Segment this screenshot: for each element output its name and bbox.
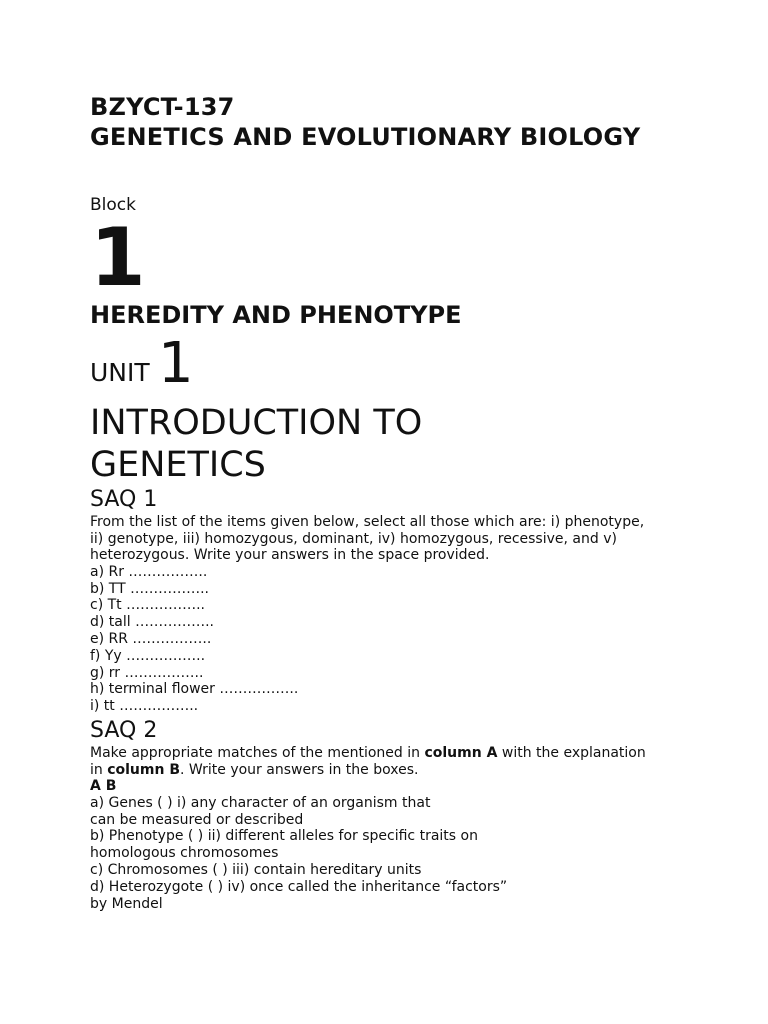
saq1-item-list: [90, 564, 710, 715]
intro-text: . Write your answers in the boxes.: [180, 761, 419, 778]
saq2-match-list: [90, 795, 710, 913]
match-line: c) Chromosomes ( ) iii) contain hereditary units: [90, 861, 422, 878]
unit-number: 1: [158, 331, 194, 396]
column-a-emphasis: column A: [424, 744, 498, 761]
list-item: h) terminal flower ……………..: [90, 681, 299, 698]
match-line: d) Heterozygote ( ) iv) once called the inheritance “factors”: [90, 878, 508, 895]
course-code: BZYCT-137: [90, 93, 235, 121]
column-header: [90, 778, 710, 795]
unit-label: UNIT: [90, 358, 150, 387]
saq2-title: SAQ 2: [90, 717, 158, 743]
saq1-instruction-line: heterozygous. Write your answers in the space provided.: [90, 547, 490, 564]
list-item: c) Tt ……………..: [90, 597, 206, 614]
course-title: GENETICS AND EVOLUTIONARY BIOLOGY: [90, 123, 641, 151]
block-label: Block: [90, 195, 136, 215]
unit-title: INTRODUCTION TO GENETICS: [90, 403, 423, 485]
saq2-intro-line: [90, 745, 710, 762]
match-line: b) Phenotype ( ) ii) different alleles for specific traits on: [90, 828, 478, 845]
match-line: can be measured or described: [90, 811, 304, 828]
unit-heading: [90, 331, 710, 396]
list-item: e) RR ……………..: [90, 630, 212, 647]
block-title: HEREDITY AND PHENOTYPE: [90, 301, 462, 329]
list-item: f) Yy ……………..: [90, 647, 206, 664]
column-b-emphasis: column B: [107, 761, 181, 778]
block-number: 1: [90, 211, 146, 304]
saq1-instruction-line: ii) genotype, iii) homozygous, dominant, iv) homozygous, recessive, and v): [90, 530, 617, 547]
match-line: by Mendel: [90, 895, 163, 912]
list-item: g) rr ……………..: [90, 664, 204, 681]
list-item: d) tall ……………..: [90, 614, 214, 631]
column-header-label: A B: [90, 778, 117, 795]
intro-text: Make appropriate matches of the mentioned in: [90, 744, 425, 761]
saq1-title: SAQ 1: [90, 487, 158, 512]
list-item: a) Rr ……………..: [90, 563, 208, 580]
saq1-instruction-line: From the list of the items given below, select all those which are: i) phenotype,: [90, 514, 645, 530]
match-line: a) Genes ( ) i) any character of an organism that: [90, 794, 431, 811]
saq2-intro-line: [90, 762, 710, 779]
document-page: [90, 92, 710, 912]
intro-text: in: [90, 761, 108, 778]
match-line: homologous chromosomes: [90, 845, 279, 862]
intro-text: with the explanation: [497, 744, 646, 761]
list-item: i) tt ……………..: [90, 698, 199, 715]
list-item: b) TT ……………..: [90, 580, 210, 597]
saq1-instructions: [90, 514, 710, 564]
